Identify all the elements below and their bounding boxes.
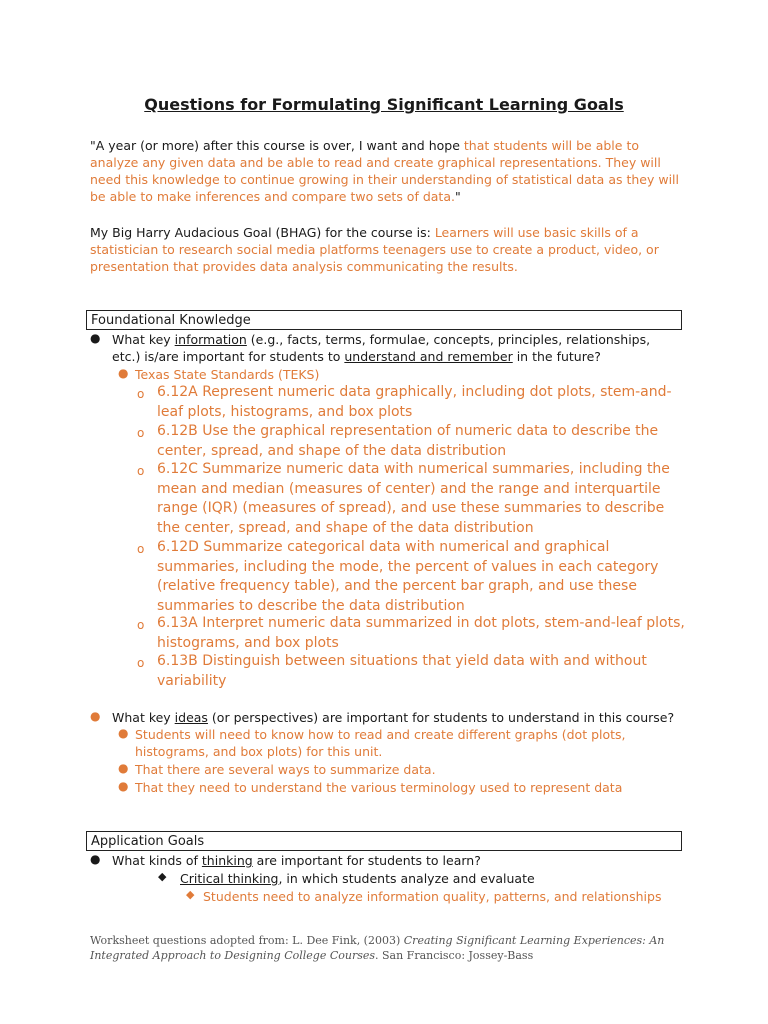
bhag-text: Learners will use basic skills of a statistician to research social media platforms teenagers use to create a product, video, or presentation that provides data analysis communicating the results. [90,225,659,274]
idea-item: That there are several ways to summarize data. [135,762,436,777]
circle-bullet-icon: o [137,618,145,632]
circle-bullet-icon: o [137,656,145,670]
idea-item: That they need to understand the various terminology used to represent data [135,780,623,795]
quote-open: "A year (or more) after this course is over, I want and hope [90,138,464,153]
intro-quote [90,137,690,205]
bullet-icon: ● [118,779,129,793]
standard-item: 6.13A Interpret numeric data summarized in dot plots, stem-and-leaf plots, histograms, and box plots [157,615,685,651]
application-goals-header: Application Goals [86,831,682,851]
quote-orange-text: that students will be able to analyze any given data and be able to read and create graphical representations. They will need this knowledge to continue growing in their understanding of statistical data as they will be able to make inferences and compare two sets of data. [90,138,679,204]
foundational-question-1: What key information (e.g., facts, terms, formulae, concepts, principles, relationships, etc.) is/are important for students to understand and remember in the future? [112,332,651,364]
application-question: What kinds of thinking are important for students to learn? [112,853,481,868]
idea-item: Students will need to know how to read and create different graphs (dot plots, histograms, and box plots) for this unit. [135,727,626,759]
circle-bullet-icon: o [137,464,145,478]
citation-footer: Worksheet questions adopted from: L. Dee Fink, (2003) Creating Significant Learning Experiences: An Integrated Approach to Designing College Courses. San Francisco: Jossey-Bass [90,934,665,962]
standard-item: 6.12B Use the graphical representation of numeric data to describe the center, spread, and shape of the data distribution [157,423,659,459]
bullet-icon: ● [118,761,129,775]
bullet-icon: ● [90,331,101,345]
page-title: Questions for Formulating Significant Learning Goals [144,95,624,114]
foundational-question-2: What key ideas (or perspectives) are important for students to understand in this course? [112,710,675,725]
diamond-bullet-icon: ◆ [158,870,167,883]
standard-item: 6.12D Summarize categorical data with numerical and graphical summaries, including the mode, the percent of values in each category (relative frequency table), and the percent bar graph, and use these summaries to describe the data distribution [157,539,659,614]
bullet-icon: ● [118,726,129,740]
quote-close: " [454,189,461,204]
critical-thinking-sub: Students need to analyze information quality, patterns, and relationships [203,889,662,904]
foundational-knowledge-header: Foundational Knowledge [86,310,682,330]
bullet-icon: ● [90,852,101,866]
standard-item: 6.12A Represent numeric data graphically, including dot plots, stem-and-leaf plots, histograms, and box plots [157,384,672,420]
circle-bullet-icon: o [137,426,145,440]
bhag-label: My Big Harry Audacious Goal (BHAG) for the course is: [90,225,435,240]
critical-thinking-item: Critical thinking, in which students analyze and evaluate [180,871,535,886]
standard-item: 6.12C Summarize numeric data with numerical summaries, including the mean and median (measures of center) and the range and interquartile range (IQR) (measures of spread), and use these summaries to describe the center, spread, and shape of the data distribution [157,461,670,536]
circle-bullet-icon: o [137,387,145,401]
teks-label: Texas State Standards (TEKS) [135,367,320,382]
bullet-icon: ● [90,709,101,723]
standard-item: 6.13B Distinguish between situations that yield data with and without variability [157,653,647,689]
diamond-bullet-icon: ◆ [186,888,195,901]
circle-bullet-icon: o [137,542,145,556]
bullet-icon: ● [118,366,129,380]
bhag-paragraph [90,224,690,275]
